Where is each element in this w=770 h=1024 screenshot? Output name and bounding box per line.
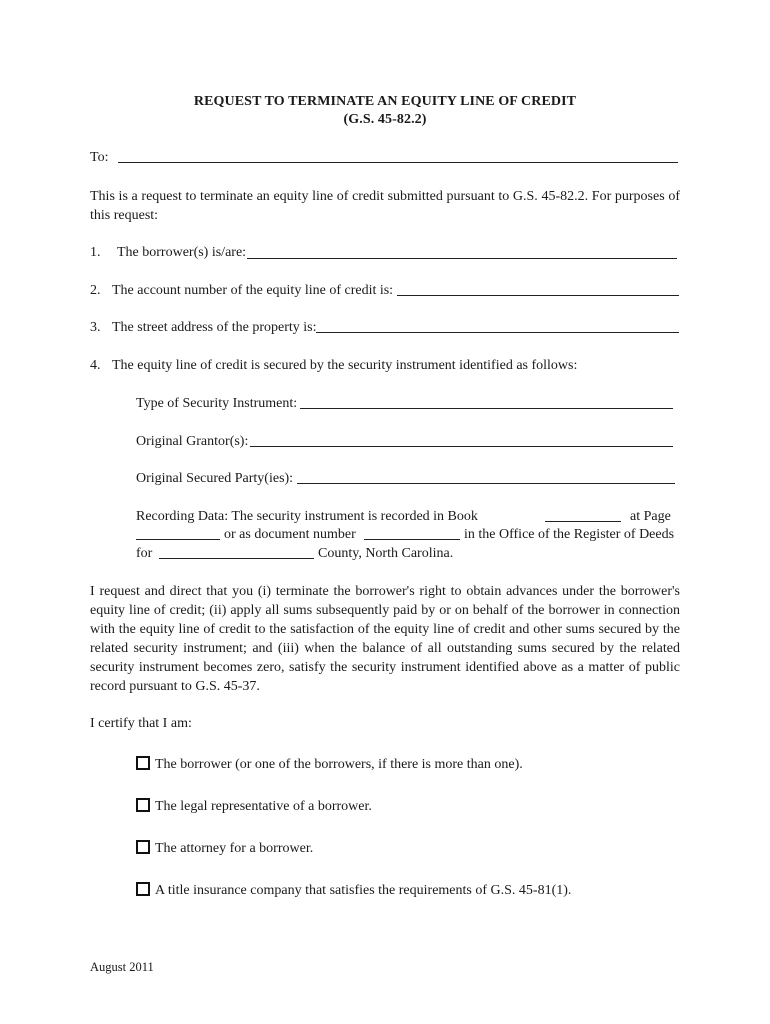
footer-date: August 2011 (90, 960, 154, 974)
title-insurance-option-label: A title insurance company that satisfies the requirements of G.S. 45-81(1). (155, 883, 572, 898)
borrowers-field[interactable] (247, 258, 677, 259)
title-insurance-checkbox[interactable] (136, 882, 150, 896)
item-street-address (90, 318, 317, 337)
original-grantor-field[interactable] (250, 446, 673, 447)
borrower-option-label: The borrower (or one of the borrowers, if there is more than one). (155, 757, 523, 772)
county-for-label: for (136, 546, 153, 561)
legal-representative-option-label: The legal representative of a borrower. (155, 799, 372, 814)
street-address-field[interactable] (316, 332, 679, 333)
item-number: 3. (90, 320, 101, 335)
item-account-number (90, 281, 393, 300)
to-label: To: (90, 150, 109, 165)
request-paragraph: I request and direct that you (i) terminate the borrower's right to obtain advances under the borrower's equity line of credit; (ii) apply all sums subsequently paid by or on behalf of the borrower in connection with the equity line of credit to the satisfaction of the equity line of credit and other sums secured by the related security instrument; and (iii) when the balance of all outstanding sums secured by the related security instrument becomes zero, satisfy the security instrument identified above as a matter of public record pursuant to G.S. 45-37. (90, 584, 680, 694)
attorney-option-label: The attorney for a borrower. (155, 841, 314, 856)
type-of-instrument-label: Type of Security Instrument: (136, 396, 298, 411)
to-field[interactable] (118, 162, 678, 163)
item-borrowers (90, 243, 246, 262)
item-label: The equity line of credit is secured by the security instrument identified as follows: (112, 358, 578, 373)
item-label: The account number of the equity line of credit is: (112, 283, 394, 298)
original-grantor-label: Original Grantor(s): (136, 434, 249, 449)
county-suffix-label: County, North Carolina. (318, 546, 454, 561)
attorney-checkbox[interactable] (136, 840, 150, 854)
page-field[interactable] (136, 539, 220, 540)
account-number-field[interactable] (397, 295, 679, 296)
book-field[interactable] (545, 521, 621, 522)
item-label: The street address of the property is: (112, 320, 317, 335)
register-of-deeds-label: in the Office of the Register of Deeds (464, 527, 675, 542)
type-of-instrument-field[interactable] (300, 408, 673, 409)
original-secured-party-field[interactable] (297, 483, 675, 484)
certify-label: I certify that I am: (90, 716, 192, 731)
form-statute-reference: (G.S. 45-82.2) (343, 112, 427, 127)
at-page-label: at Page (630, 509, 671, 524)
document-number-field[interactable] (364, 539, 460, 540)
item-label: The borrower(s) is/are: (117, 245, 247, 260)
legal-representative-checkbox[interactable] (136, 798, 150, 812)
borrower-checkbox[interactable] (136, 756, 150, 770)
county-field[interactable] (159, 558, 314, 559)
intro-paragraph: This is a request to terminate an equity line of credit submitted pursuant to G.S. 45-82.2. For purposes of this request: (90, 189, 680, 223)
original-secured-party-label: Original Secured Party(ies): (136, 471, 294, 486)
item-security-instrument (90, 356, 577, 375)
item-number: 4. (90, 358, 101, 373)
document-number-label: or as document number (224, 527, 356, 542)
item-number: 2. (90, 283, 101, 298)
item-number: 1. (90, 245, 101, 260)
form-title: REQUEST TO TERMINATE AN EQUITY LINE OF CREDIT (193, 94, 577, 109)
recording-data-label: Recording Data: The security instrument is recorded in Book (136, 509, 478, 524)
